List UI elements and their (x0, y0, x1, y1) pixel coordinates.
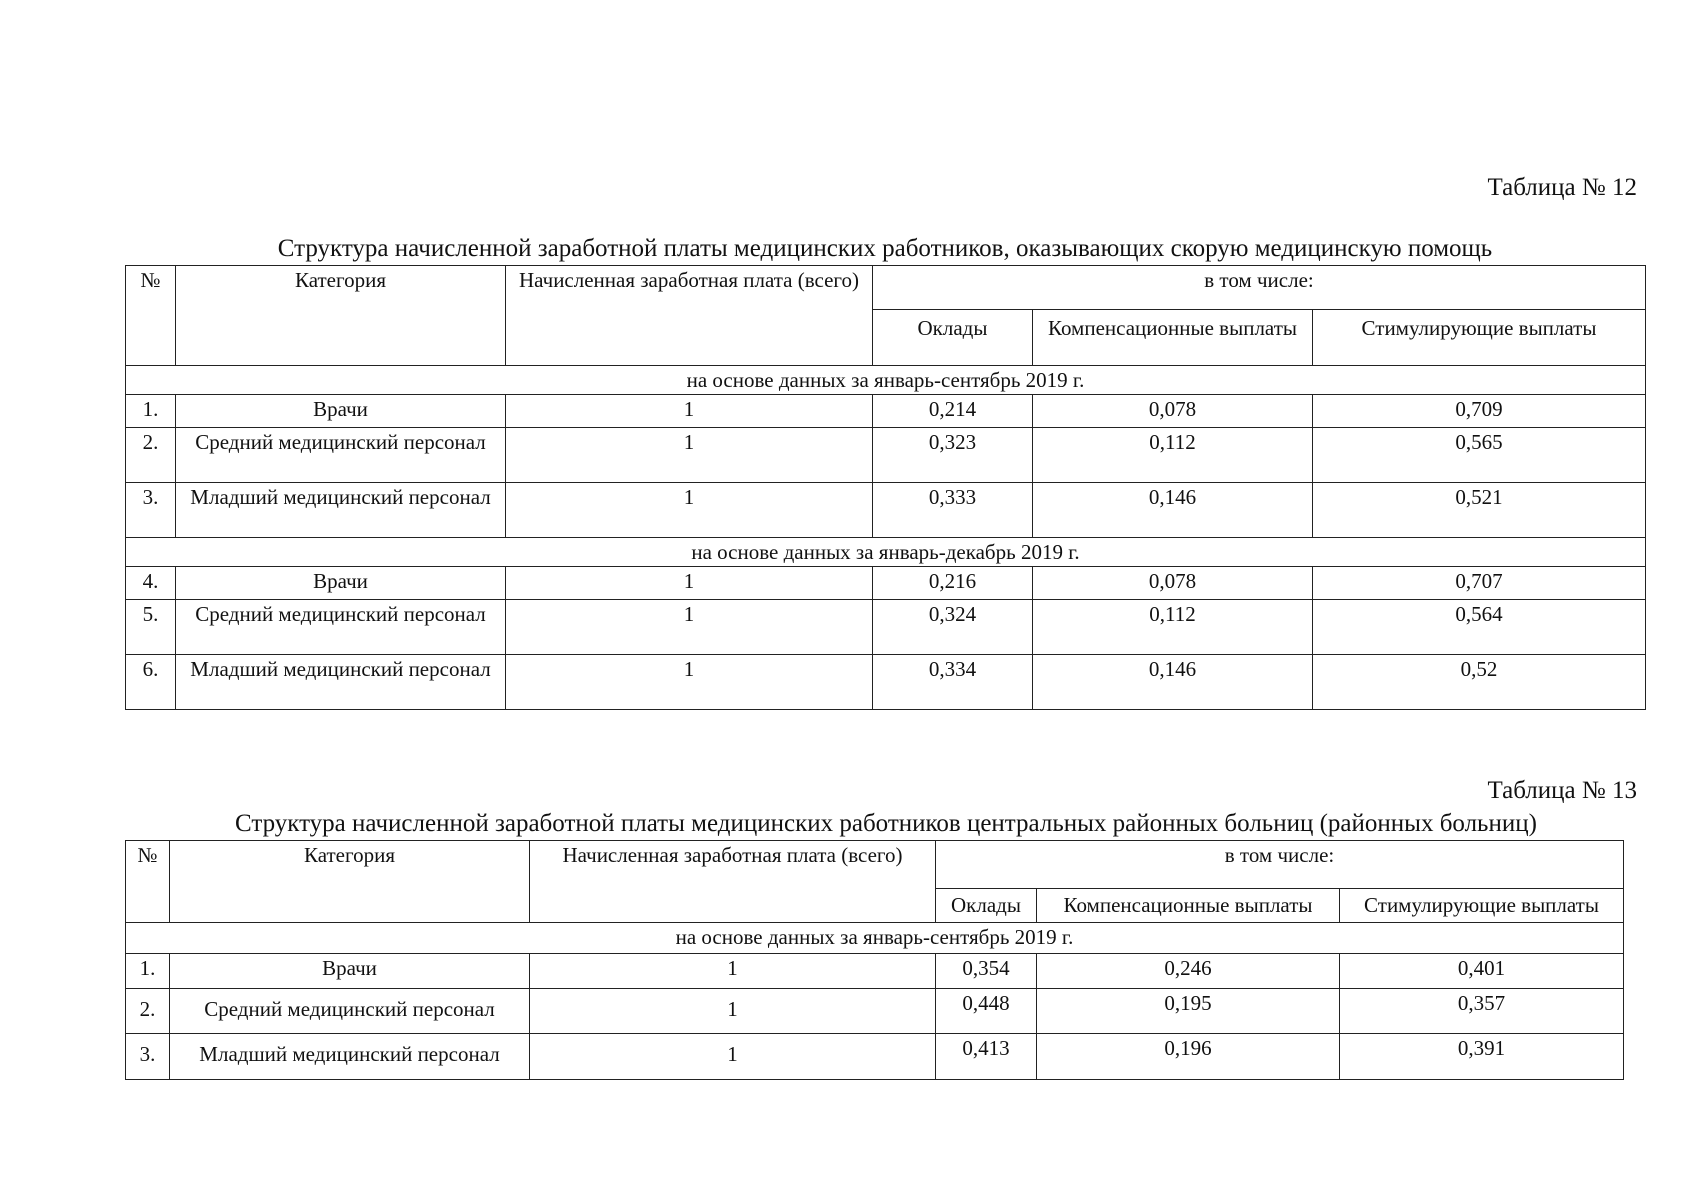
row-compensation: 0,246 (1037, 954, 1340, 989)
header-compensation: Компенсационные выплаты (1033, 310, 1313, 366)
header-including: в том числе: (936, 841, 1624, 889)
table-row (126, 395, 1646, 428)
row-total: 1 (506, 655, 873, 710)
row-category: Врачи (170, 954, 530, 989)
row-total: 1 (506, 600, 873, 655)
row-category: Младший медицинский персонал (176, 655, 506, 710)
table-12 (125, 265, 1646, 710)
table-12-title: Структура начисленной заработной платы медицинских работников, оказывающих скорую медицинскую помощь (277, 235, 1493, 262)
row-compensation: 0,112 (1033, 600, 1313, 655)
row-compensation: 0,078 (1033, 395, 1313, 428)
header-including: в том числе: (873, 266, 1646, 310)
section-label: на основе данных за январь-сентябрь 2019 г. (126, 923, 1624, 954)
row-incentive: 0,401 (1340, 954, 1624, 989)
row-total: 1 (506, 428, 873, 483)
row-compensation: 0,112 (1033, 428, 1313, 483)
row-salaries: 0,448 (936, 989, 1037, 1034)
header-incentive: Стимулирующие выплаты (1340, 889, 1624, 923)
row-no: 5. (126, 600, 176, 655)
row-no: 1. (126, 395, 176, 428)
table-13-label: Таблица № 13 (1487, 777, 1637, 804)
row-incentive: 0,707 (1313, 567, 1646, 600)
row-salaries: 0,354 (936, 954, 1037, 989)
row-salaries: 0,324 (873, 600, 1033, 655)
row-category: Младший медицинский персонал (176, 483, 506, 538)
header-salaries: Оклады (873, 310, 1033, 366)
row-compensation: 0,146 (1033, 655, 1313, 710)
header-salaries: Оклады (936, 889, 1037, 923)
table-row (126, 600, 1646, 655)
row-category: Средний медицинский персонал (176, 428, 506, 483)
row-incentive: 0,521 (1313, 483, 1646, 538)
table-row (126, 989, 1624, 1034)
header-no: № (126, 266, 176, 366)
row-total: 1 (506, 567, 873, 600)
row-category: Врачи (176, 567, 506, 600)
table-13-title: Структура начисленной заработной платы медицинских работников центральных районных больниц (районных больниц) (235, 810, 1537, 837)
table-row (126, 428, 1646, 483)
row-total: 1 (530, 1034, 936, 1080)
row-salaries: 0,216 (873, 567, 1033, 600)
header-compensation: Компенсационные выплаты (1037, 889, 1340, 923)
row-compensation: 0,195 (1037, 989, 1340, 1034)
row-salaries: 0,333 (873, 483, 1033, 538)
header-total: Начисленная заработная плата (всего) (530, 841, 936, 923)
row-salaries: 0,214 (873, 395, 1033, 428)
row-category: Средний медицинский персонал (170, 989, 530, 1034)
row-incentive: 0,52 (1313, 655, 1646, 710)
row-no: 3. (126, 1034, 170, 1080)
row-category: Младший медицинский персонал (170, 1034, 530, 1080)
row-compensation: 0,146 (1033, 483, 1313, 538)
row-no: 6. (126, 655, 176, 710)
header-no: № (126, 841, 170, 923)
table-12-label: Таблица № 12 (1487, 174, 1637, 201)
row-compensation: 0,196 (1037, 1034, 1340, 1080)
row-compensation: 0,078 (1033, 567, 1313, 600)
row-no: 1. (126, 954, 170, 989)
row-total: 1 (506, 483, 873, 538)
row-no: 2. (126, 989, 170, 1034)
section-label: на основе данных за январь-сентябрь 2019 г. (126, 366, 1646, 395)
row-no: 3. (126, 483, 176, 538)
table-row (126, 567, 1646, 600)
row-incentive: 0,565 (1313, 428, 1646, 483)
table-row (126, 954, 1624, 989)
row-category: Средний медицинский персонал (176, 600, 506, 655)
row-total: 1 (530, 989, 936, 1034)
row-salaries: 0,413 (936, 1034, 1037, 1080)
table-row (126, 655, 1646, 710)
row-no: 2. (126, 428, 176, 483)
table-row (126, 1034, 1624, 1080)
row-category: Врачи (176, 395, 506, 428)
row-incentive: 0,564 (1313, 600, 1646, 655)
row-incentive: 0,709 (1313, 395, 1646, 428)
row-total: 1 (506, 395, 873, 428)
table-row (126, 483, 1646, 538)
table-13 (125, 840, 1624, 1080)
header-incentive: Стимулирующие выплаты (1313, 310, 1646, 366)
section-label: на основе данных за январь-декабрь 2019 г. (126, 538, 1646, 567)
row-salaries: 0,334 (873, 655, 1033, 710)
header-category: Категория (170, 841, 530, 923)
row-no: 4. (126, 567, 176, 600)
row-incentive: 0,391 (1340, 1034, 1624, 1080)
row-incentive: 0,357 (1340, 989, 1624, 1034)
header-total: Начисленная заработная плата (всего) (506, 266, 873, 366)
row-salaries: 0,323 (873, 428, 1033, 483)
header-category: Категория (176, 266, 506, 366)
row-total: 1 (530, 954, 936, 989)
